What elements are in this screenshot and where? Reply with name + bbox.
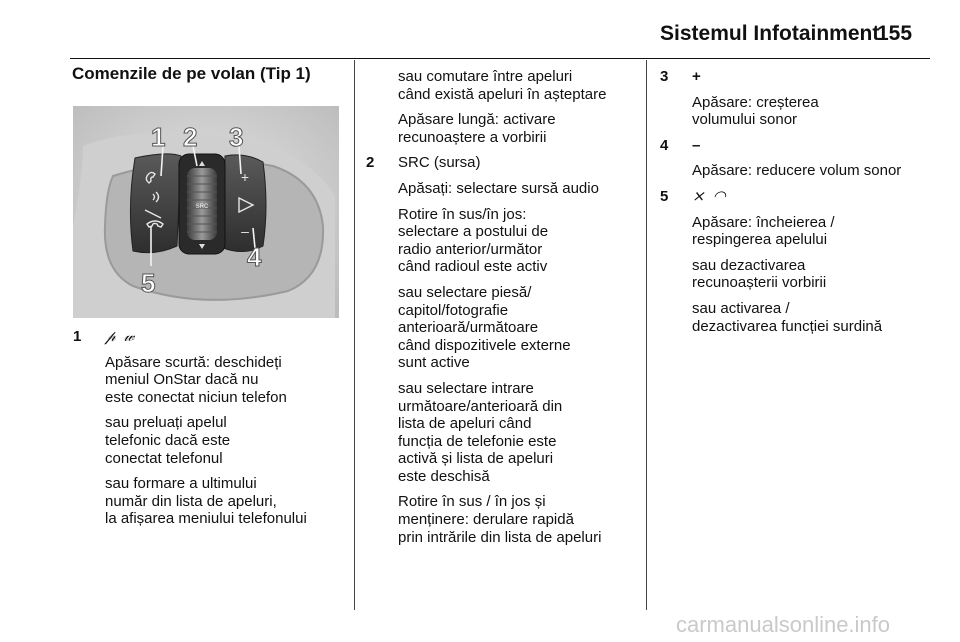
page-number: 155	[877, 22, 913, 45]
paragraph: sau comutare între apeluri când există apeluri în așteptare	[398, 68, 607, 103]
page-header-title: Sistemul Infotainment	[660, 22, 880, 45]
paragraph: Apăsare: reducere volum sonor	[692, 162, 902, 180]
watermark: carmanualsonline.info	[676, 612, 891, 637]
header-divider	[70, 58, 930, 59]
callout-5: 5	[141, 268, 156, 298]
section-title: Comenzile de pe volan (Tip 1)	[72, 64, 311, 83]
callout-4: 4	[247, 242, 262, 272]
paragraph: Apăsare: creșterea volumului sonor	[692, 93, 819, 129]
entry-number: 3	[660, 68, 669, 85]
callout-1: 1	[151, 122, 166, 152]
src-label: SRC	[195, 204, 209, 210]
paragraph: Rotire în sus/în jos: selectare a postului de radio anterior/următor când radioul este activ	[398, 205, 549, 276]
volume-up-symbol: +	[692, 68, 701, 85]
volume-down-symbol: –	[692, 136, 701, 154]
column-divider-1	[354, 60, 355, 610]
paragraph: sau selectare intrare următoare/anterioară din lista de apeluri când funcția de telefonie este activă și lista de apeluri este deschisă	[398, 379, 563, 485]
paragraph: Apăsare lungă: activare recunoaștere a vorbirii	[398, 111, 556, 146]
paragraph: sau formare a ultimului număr din lista de apeluri, la afișarea meniului telefonului	[105, 475, 307, 528]
paragraph: sau selectare piesă/ capitol/fotografie anterioară/următoare când dispozitivele externe sunt active	[398, 283, 571, 372]
entry-number: 4	[660, 136, 669, 154]
volume-plus-label: +	[240, 169, 250, 185]
column-2	[366, 68, 641, 546]
entry-3	[660, 68, 935, 129]
callout-3: 3	[229, 122, 244, 152]
entry-number: 5	[660, 187, 669, 205]
entry-2	[366, 154, 641, 546]
mute-end-call-icon: ⨯ ◠	[692, 187, 728, 205]
paragraph: Apăsați: selectare sursă audio	[398, 179, 599, 197]
paragraph: sau activarea / dezactivarea funcției surdină	[692, 299, 883, 335]
entry-number: 1	[73, 328, 82, 345]
entry-1-continued	[366, 68, 641, 146]
phone-voice-icon: 𝓅 𝓌	[105, 328, 137, 345]
paragraph: sau preluați apelul telefonic dacă este conectat telefonul	[105, 414, 231, 467]
callout-2: 2	[183, 122, 198, 152]
column-1	[73, 328, 348, 528]
column-3	[660, 68, 935, 335]
steering-wheel-controls-figure	[73, 106, 339, 318]
entry-1	[73, 328, 348, 528]
paragraph: sau dezactivarea recunoașterii vorbirii	[692, 256, 827, 292]
entry-4	[660, 137, 935, 180]
entry-title: SRC (sursa)	[398, 154, 481, 172]
entry-5	[660, 188, 935, 335]
column-divider-2	[646, 60, 647, 610]
paragraph: Apăsare scurtă: deschideți meniul OnStar dacă nu este conectat niciun telefon	[105, 353, 287, 406]
volume-minus-label: –	[241, 223, 249, 239]
paragraph: Apăsare: încheierea / respingerea apelului	[692, 213, 835, 249]
paragraph: Rotire în sus / în jos și menținere: derulare rapidă prin intrările din lista de apeluri	[398, 493, 602, 546]
entry-number: 2	[366, 154, 375, 172]
